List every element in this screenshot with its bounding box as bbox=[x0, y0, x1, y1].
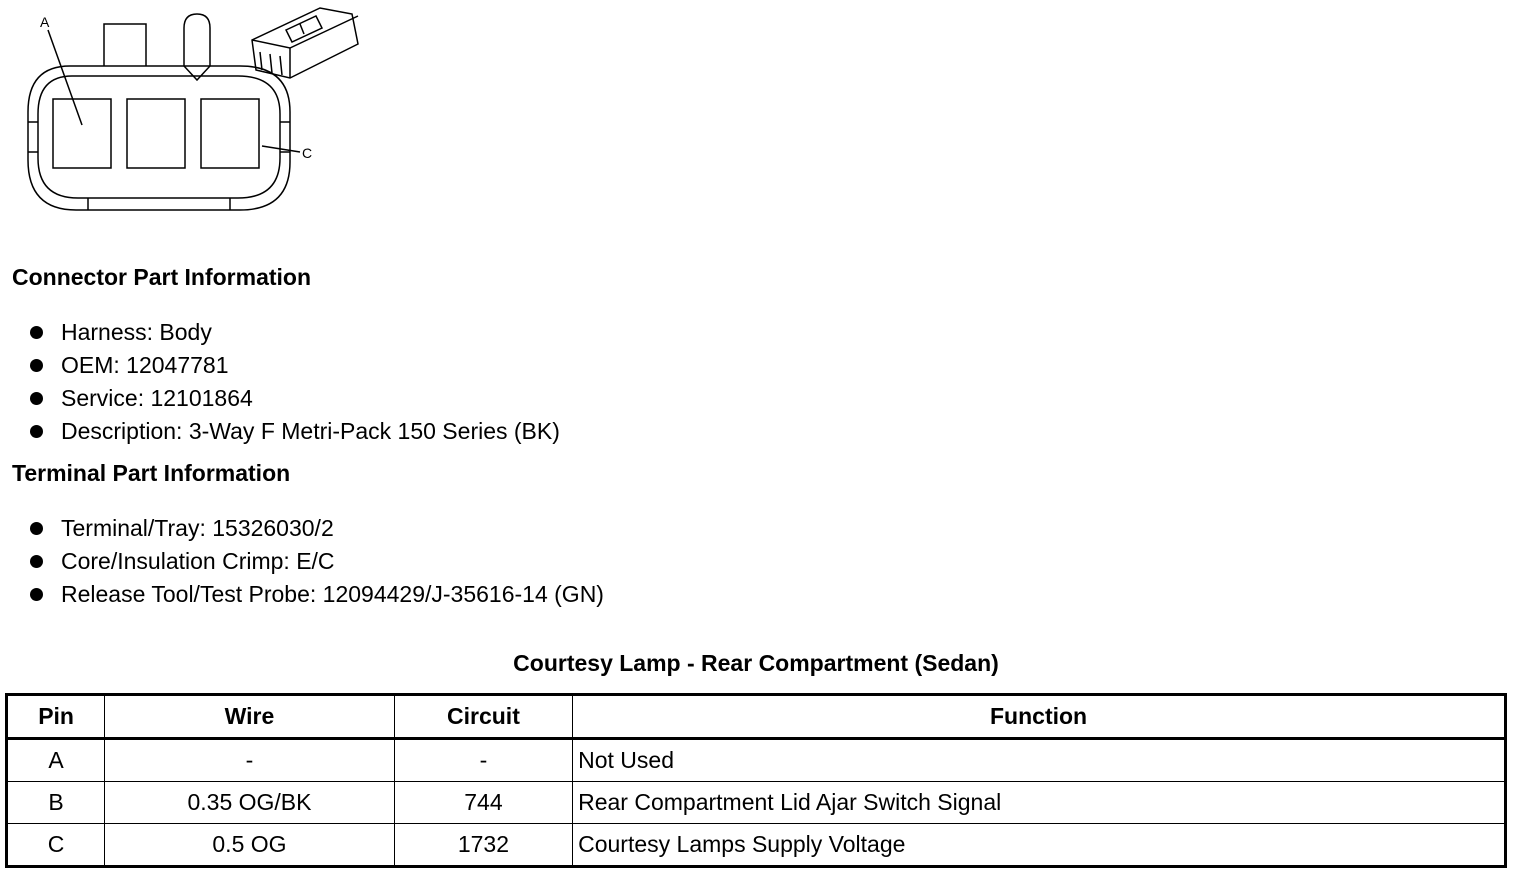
cavity-b bbox=[127, 99, 185, 168]
table-row bbox=[7, 782, 1506, 824]
bullet-icon bbox=[30, 555, 43, 568]
list-item-text: Terminal/Tray: 15326030/2 bbox=[61, 515, 334, 541]
table-caption: Courtesy Lamp - Rear Compartment (Sedan) bbox=[513, 650, 999, 676]
cell-function: Courtesy Lamps Supply Voltage bbox=[573, 824, 1506, 867]
callout-label-a: A bbox=[40, 14, 50, 30]
connector-lock-tab bbox=[184, 14, 210, 80]
cell-wire: 0.35 OG/BK bbox=[105, 782, 395, 824]
bullet-icon bbox=[30, 359, 43, 372]
cell-function: Rear Compartment Lid Ajar Switch Signal bbox=[573, 782, 1506, 824]
list-item-text: Harness: Body bbox=[61, 319, 212, 345]
column-header-function: Function bbox=[573, 695, 1506, 739]
cell-wire: 0.5 OG bbox=[105, 824, 395, 867]
column-header-circuit: Circuit bbox=[394, 695, 572, 739]
cell-function: Not Used bbox=[573, 739, 1506, 782]
list-item-text: Service: 12101864 bbox=[61, 385, 253, 411]
cavity-a bbox=[53, 99, 111, 168]
cell-circuit: 1732 bbox=[394, 824, 572, 867]
cell-wire: - bbox=[105, 739, 395, 782]
connector-bottom-latch bbox=[88, 198, 230, 210]
column-header-wire: Wire bbox=[105, 695, 395, 739]
cell-circuit: - bbox=[394, 739, 572, 782]
connector-side-rib-left bbox=[28, 122, 38, 152]
callout-leader-c bbox=[262, 146, 300, 152]
bullet-icon bbox=[30, 392, 43, 405]
bullet-icon bbox=[30, 588, 43, 601]
connector-face-diagram bbox=[0, 0, 370, 220]
table-header-row bbox=[7, 695, 1506, 739]
list-item-text: Core/Insulation Crimp: E/C bbox=[61, 548, 335, 574]
bullet-icon bbox=[30, 522, 43, 535]
cell-pin: C bbox=[7, 824, 105, 867]
bullet-icon bbox=[30, 425, 43, 438]
connector-housing-outline bbox=[28, 66, 290, 210]
cavity-c bbox=[201, 99, 259, 168]
callout-label-c: C bbox=[302, 145, 313, 161]
list-item-text: Release Tool/Test Probe: 12094429/J-35616-14 (GN) bbox=[61, 581, 604, 607]
bullet-icon bbox=[30, 326, 43, 339]
connector-key-tab bbox=[104, 24, 146, 66]
cell-pin: B bbox=[7, 782, 105, 824]
list-item-text: OEM: 12047781 bbox=[61, 352, 229, 378]
terminal-part-info-heading: Terminal Part Information bbox=[12, 460, 291, 486]
connector-housing-rim bbox=[38, 76, 280, 198]
cell-circuit: 744 bbox=[394, 782, 572, 824]
table-row bbox=[7, 739, 1506, 782]
connector-side-rib-right bbox=[280, 122, 290, 152]
pinout-table bbox=[5, 693, 1507, 868]
table-row bbox=[7, 824, 1506, 867]
list-item-text: Description: 3-Way F Metri-Pack 150 Series (BK) bbox=[61, 418, 560, 444]
connector-thumbnail-icon bbox=[252, 8, 358, 78]
cell-pin: A bbox=[7, 739, 105, 782]
column-header-pin: Pin bbox=[7, 695, 105, 739]
connector-part-info-heading: Connector Part Information bbox=[12, 264, 312, 290]
